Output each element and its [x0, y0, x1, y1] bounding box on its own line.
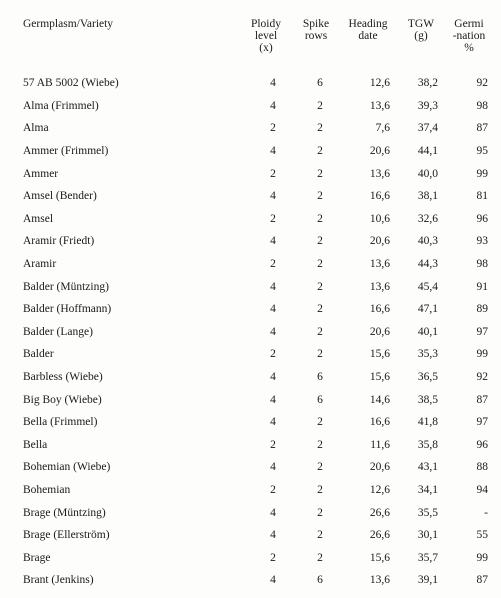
cell-tgw: 35,5 — [417, 506, 438, 519]
table-row — [20, 479, 492, 502]
cell-ploidy: 4 — [270, 461, 276, 474]
cell-germination: 97 — [476, 325, 488, 338]
table-row — [20, 343, 492, 366]
cell-ploidy: 4 — [270, 574, 276, 587]
header-tgw: TGW (g) — [407, 18, 435, 42]
table-row — [20, 253, 492, 276]
cell-heading-date: 16,6 — [369, 303, 390, 316]
cell-tgw: 35,7 — [417, 551, 438, 564]
cell-germination: 81 — [476, 190, 488, 203]
cell-variety: Alma (Frimmel) — [23, 99, 99, 112]
cell-tgw: 34,1 — [417, 483, 438, 496]
cell-spike-rows: 2 — [317, 167, 323, 180]
cell-heading-date: 26,6 — [369, 506, 390, 519]
cell-spike-rows: 2 — [317, 551, 323, 564]
table-row — [20, 72, 492, 95]
cell-ploidy: 4 — [270, 99, 276, 112]
cell-spike-rows: 2 — [317, 258, 323, 271]
cell-variety: 57 AB 5002 (Wiebe) — [23, 77, 119, 90]
cell-heading-date: 20,6 — [369, 461, 390, 474]
cell-germination: 92 — [476, 371, 488, 384]
cell-heading-date: 12,6 — [369, 483, 390, 496]
table-row — [20, 501, 492, 524]
cell-spike-rows: 2 — [317, 483, 323, 496]
cell-tgw: 40,3 — [417, 235, 438, 248]
cell-variety: Bohemian (Wiebe) — [23, 461, 111, 474]
cell-ploidy: 4 — [270, 235, 276, 248]
cell-spike-rows: 2 — [317, 303, 323, 316]
table-row — [20, 117, 492, 140]
header-germination: Germi -nation % — [452, 18, 486, 54]
cell-tgw: 38,2 — [417, 77, 438, 90]
cell-germination: 87 — [476, 393, 488, 406]
cell-heading-date: 20,6 — [369, 325, 390, 338]
header-row — [20, 18, 492, 72]
table-row — [20, 95, 492, 118]
table-row — [20, 366, 492, 389]
header-ploidy: Ploidy level (x) — [250, 18, 282, 54]
cell-ploidy: 2 — [270, 438, 276, 451]
cell-variety: Bohemian — [23, 483, 71, 496]
cell-spike-rows: 2 — [317, 506, 323, 519]
table-header — [20, 18, 492, 72]
cell-variety: Alma — [23, 122, 49, 135]
cell-tgw: 45,4 — [417, 280, 438, 293]
cell-spike-rows: 2 — [317, 212, 323, 225]
cell-ploidy: 2 — [270, 348, 276, 361]
table-row — [20, 321, 492, 344]
table-row — [20, 388, 492, 411]
header-heading-date: Heading date — [348, 18, 388, 42]
cell-variety: Balder (Hoffmann) — [23, 303, 112, 316]
cell-variety: Barbless (Wiebe) — [23, 371, 103, 384]
cell-tgw: 35,3 — [417, 348, 438, 361]
cell-heading-date: 15,6 — [369, 371, 390, 384]
cell-germination: 96 — [476, 212, 488, 225]
cell-heading-date: 16,6 — [369, 416, 390, 429]
cell-germination: 88 — [476, 461, 488, 474]
cell-heading-date: 15,6 — [369, 348, 390, 361]
germplasm-table — [20, 18, 492, 592]
cell-spike-rows: 6 — [317, 574, 323, 587]
cell-germination: 93 — [476, 235, 488, 248]
cell-germination: 96 — [476, 438, 488, 451]
cell-heading-date: 13,6 — [369, 574, 390, 587]
cell-ploidy: 4 — [270, 303, 276, 316]
cell-variety: Balder (Müntzing) — [23, 280, 109, 293]
header-variety: Germplasm/Variety — [23, 18, 114, 30]
table-row — [20, 275, 492, 298]
cell-spike-rows: 6 — [317, 77, 323, 90]
cell-ploidy: 4 — [270, 280, 276, 293]
cell-ploidy: 2 — [270, 258, 276, 271]
cell-heading-date: 13,6 — [369, 258, 390, 271]
cell-germination: 55 — [476, 529, 488, 542]
cell-spike-rows: 2 — [317, 529, 323, 542]
cell-ploidy: 2 — [270, 122, 276, 135]
cell-tgw: 35,8 — [417, 438, 438, 451]
cell-variety: Ammer — [23, 167, 59, 180]
header-spike-rows: Spike rows — [302, 18, 330, 42]
cell-spike-rows: 2 — [317, 280, 323, 293]
cell-germination: 94 — [476, 483, 488, 496]
cell-tgw: 39,3 — [417, 99, 438, 112]
table-row — [20, 569, 492, 592]
cell-ploidy: 4 — [270, 371, 276, 384]
cell-variety: Amsel — [23, 212, 54, 225]
cell-spike-rows: 2 — [317, 190, 323, 203]
cell-spike-rows: 2 — [317, 416, 323, 429]
cell-germination: 97 — [476, 416, 488, 429]
cell-tgw: 40,1 — [417, 325, 438, 338]
cell-ploidy: 4 — [270, 529, 276, 542]
cell-spike-rows: 2 — [317, 348, 323, 361]
cell-spike-rows: 2 — [317, 325, 323, 338]
cell-germination: 92 — [476, 77, 488, 90]
cell-ploidy: 4 — [270, 77, 276, 90]
cell-germination: 87 — [476, 122, 488, 135]
cell-variety: Balder — [23, 348, 54, 361]
cell-tgw: 38,1 — [417, 190, 438, 203]
cell-tgw: 38,5 — [417, 393, 438, 406]
cell-heading-date: 14,6 — [369, 393, 390, 406]
cell-heading-date: 20,6 — [369, 235, 390, 248]
cell-tgw: 44,1 — [417, 145, 438, 158]
cell-tgw: 32,6 — [417, 212, 438, 225]
cell-ploidy: 4 — [270, 145, 276, 158]
cell-tgw: 37,4 — [417, 122, 438, 135]
cell-heading-date: 15,6 — [369, 551, 390, 564]
cell-heading-date: 13,6 — [369, 280, 390, 293]
cell-germination: 98 — [476, 258, 488, 271]
cell-tgw: 40,0 — [417, 167, 438, 180]
cell-germination: 87 — [476, 574, 488, 587]
cell-heading-date: 13,6 — [369, 99, 390, 112]
cell-heading-date: 12,6 — [369, 77, 390, 90]
cell-ploidy: 2 — [270, 167, 276, 180]
cell-spike-rows: 2 — [317, 145, 323, 158]
cell-germination: 99 — [476, 551, 488, 564]
table-body — [20, 72, 492, 592]
cell-germination: 89 — [476, 303, 488, 316]
cell-ploidy: 2 — [270, 212, 276, 225]
cell-ploidy: 2 — [270, 551, 276, 564]
cell-ploidy: 4 — [270, 416, 276, 429]
table-row — [20, 162, 492, 185]
cell-heading-date: 13,6 — [369, 167, 390, 180]
cell-tgw: 44,3 — [417, 258, 438, 271]
cell-heading-date: 16,6 — [369, 190, 390, 203]
cell-tgw: 41,8 — [417, 416, 438, 429]
table-row — [20, 456, 492, 479]
cell-variety: Big Boy (Wiebe) — [23, 393, 102, 406]
cell-variety: Balder (Lange) — [23, 325, 93, 338]
cell-ploidy: 4 — [270, 325, 276, 338]
cell-tgw: 39,1 — [417, 574, 438, 587]
cell-germination: 95 — [476, 145, 488, 158]
table-row — [20, 230, 492, 253]
cell-variety: Bella (Frimmel) — [23, 416, 98, 429]
cell-heading-date: 20,6 — [369, 145, 390, 158]
cell-variety: Bella — [23, 438, 48, 451]
cell-spike-rows: 2 — [317, 461, 323, 474]
cell-variety: Aramir (Friedt) — [23, 235, 95, 248]
cell-tgw: 47,1 — [417, 303, 438, 316]
cell-variety: Amsel (Bender) — [23, 190, 97, 203]
table-row — [20, 208, 492, 231]
cell-ploidy: 2 — [270, 483, 276, 496]
cell-spike-rows: 2 — [317, 99, 323, 112]
cell-spike-rows: 2 — [317, 235, 323, 248]
cell-variety: Brage (Ellerström) — [23, 529, 110, 542]
cell-spike-rows: 2 — [317, 122, 323, 135]
cell-heading-date: 7,6 — [375, 122, 390, 135]
cell-germination: 99 — [476, 167, 488, 180]
cell-ploidy: 4 — [270, 506, 276, 519]
cell-variety: Brage (Müntzing) — [23, 506, 106, 519]
cell-spike-rows: 2 — [317, 438, 323, 451]
cell-variety: Brant (Jenkins) — [23, 574, 94, 587]
table-row — [20, 546, 492, 569]
cell-germination: 98 — [476, 99, 488, 112]
cell-spike-rows: 6 — [317, 393, 323, 406]
cell-heading-date: 26,6 — [369, 529, 390, 542]
cell-germination: 99 — [476, 348, 488, 361]
cell-germination: 91 — [476, 280, 488, 293]
cell-tgw: 36,5 — [417, 371, 438, 384]
cell-germination: - — [484, 506, 488, 519]
cell-ploidy: 4 — [270, 190, 276, 203]
cell-tgw: 30,1 — [417, 529, 438, 542]
table-row — [20, 185, 492, 208]
cell-heading-date: 11,6 — [370, 438, 390, 451]
table-row — [20, 411, 492, 434]
cell-variety: Brage — [23, 551, 51, 564]
cell-ploidy: 4 — [270, 393, 276, 406]
table-row — [20, 524, 492, 547]
table-row — [20, 298, 492, 321]
cell-spike-rows: 6 — [317, 371, 323, 384]
table-row — [20, 434, 492, 457]
table-row — [20, 140, 492, 163]
cell-tgw: 43,1 — [417, 461, 438, 474]
cell-heading-date: 10,6 — [369, 212, 390, 225]
cell-variety: Aramir — [23, 258, 57, 271]
cell-variety: Ammer (Frimmel) — [23, 145, 109, 158]
